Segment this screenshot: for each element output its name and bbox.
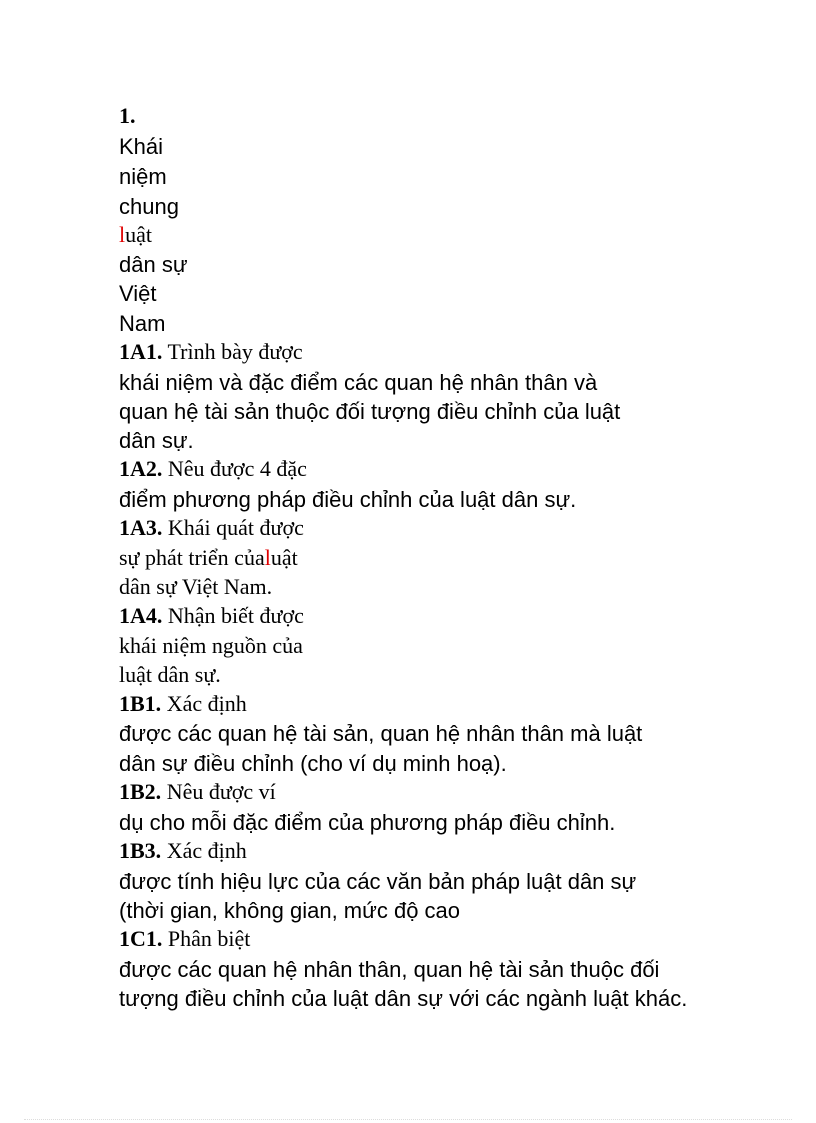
item-code: 1A3. <box>119 515 163 540</box>
item-1a4-line: khái niệm nguồn của <box>119 633 303 658</box>
item-head: Xác định <box>161 691 247 716</box>
item-code: 1A4. <box>119 603 163 628</box>
item-1c1-heading <box>119 926 250 952</box>
title-word-5: Việt <box>119 281 157 306</box>
title-word-3: chung <box>119 194 179 219</box>
title-word-4: dân sự <box>119 252 188 277</box>
red-letter: l <box>119 222 126 247</box>
item-1a3-line <box>119 545 298 571</box>
item-1a2-heading <box>119 456 307 482</box>
item-1a4-heading <box>119 603 304 629</box>
item-1a3-heading <box>119 515 304 541</box>
title-word-luat <box>119 222 152 248</box>
item-1b2-heading <box>119 779 276 805</box>
title-word-1: Khái <box>119 134 164 159</box>
item-1b3-heading <box>119 838 247 864</box>
text-part: uật <box>270 545 298 570</box>
title-word-6: Nam <box>119 311 166 336</box>
item-1a1-line: khái niệm và đặc điểm các quan hệ nhân thân và <box>119 370 598 395</box>
item-1a3-line: dân sự Việt Nam. <box>119 574 273 599</box>
item-code: 1B1. <box>119 691 162 716</box>
item-1a1-line: dân sự. <box>119 428 194 453</box>
section-number: 1. <box>119 103 136 128</box>
item-1b1-line: được các quan hệ tài sản, quan hệ nhân thân mà luật <box>119 721 643 746</box>
item-head: Nêu được 4 đặc <box>162 456 307 481</box>
item-1b1-line: dân sự điều chỉnh (cho ví dụ minh hoạ). <box>119 751 507 776</box>
item-1a1-line: quan hệ tài sản thuộc đối tượng điều chỉnh của luật <box>119 399 621 424</box>
page-bottom-divider <box>24 1119 792 1120</box>
item-head: Phân biệt <box>162 926 251 951</box>
item-code: 1A1. <box>119 339 163 364</box>
item-code: 1C1. <box>119 926 163 951</box>
item-head: Xác định <box>161 838 247 863</box>
item-1b3-line: (thời gian, không gian, mức độ cao <box>119 898 461 923</box>
item-1a1-heading <box>119 339 303 365</box>
item-1b3-line: được tính hiệu lực của các văn bản pháp luật dân sự <box>119 869 637 894</box>
luat-rest: uật <box>125 222 153 247</box>
item-head: Nêu được ví <box>161 779 276 804</box>
item-code: 1B2. <box>119 779 162 804</box>
item-head: Nhận biết được <box>162 603 304 628</box>
item-head: Khái quát được <box>162 515 304 540</box>
item-1b2-line: dụ cho mỗi đặc điểm của phương pháp điều chỉnh. <box>119 810 616 835</box>
title-word-2: niệm <box>119 164 167 189</box>
text-part: sự phát triển của <box>119 545 265 570</box>
red-letter: l <box>264 545 271 570</box>
item-head: Trình bày được <box>162 339 303 364</box>
item-1c1-line: được các quan hệ nhân thân, quan hệ tài sản thuộc đối <box>119 957 660 982</box>
item-code: 1A2. <box>119 456 163 481</box>
item-1b1-heading <box>119 691 247 717</box>
item-1c1-line: tượng điều chỉnh của luật dân sự với các ngành luật khác. <box>119 986 688 1011</box>
item-code: 1B3. <box>119 838 162 863</box>
item-1a4-line: luật dân sự. <box>119 662 221 687</box>
item-1a2-line: điểm phương pháp điều chỉnh của luật dân sự. <box>119 487 577 512</box>
